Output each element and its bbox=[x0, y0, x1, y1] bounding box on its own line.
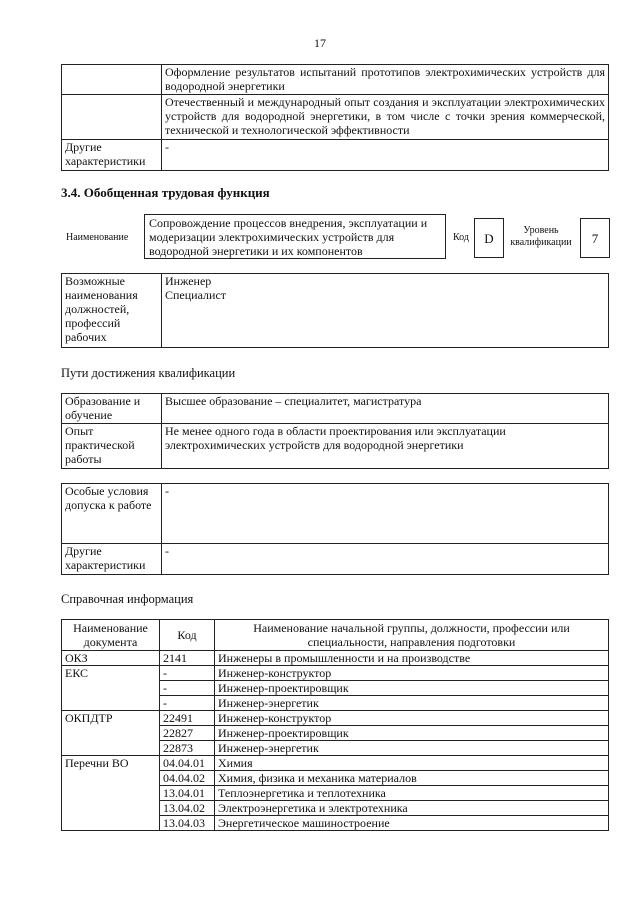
ref-name: Инженер-энергетик bbox=[215, 741, 609, 756]
ref-code: - bbox=[160, 666, 215, 681]
positions-values bbox=[162, 274, 609, 348]
position-item: Инженер bbox=[165, 274, 212, 288]
ref-doc: Перечни ВО bbox=[62, 756, 160, 831]
reference-table bbox=[61, 619, 609, 831]
function-name-box bbox=[144, 214, 446, 259]
ref-name: Инженер-проектировщик bbox=[215, 726, 609, 741]
ref-doc: ЕКС bbox=[62, 666, 160, 711]
ref-code: - bbox=[160, 681, 215, 696]
ref-code: - bbox=[160, 696, 215, 711]
paths-label: Опыт практической работы bbox=[62, 424, 162, 469]
page-number: 17 bbox=[314, 36, 326, 50]
conditions-table bbox=[61, 483, 609, 575]
top-row-label: Другие характеристики bbox=[62, 140, 162, 171]
ref-name: Инженер-конструктор bbox=[215, 711, 609, 726]
paths-text: Высшее образование – специалитет, магистратура bbox=[162, 394, 609, 424]
ref-code: 22827 bbox=[160, 726, 215, 741]
level-value: 7 bbox=[591, 231, 599, 246]
position-item: Специалист bbox=[165, 288, 227, 302]
top-row-text: Отечественный и международный опыт создания и эксплуатации электрохимических устройств для водородной энергетики, в том числе с точки зрения коммерческой, технической и технологической эффективности bbox=[162, 95, 609, 140]
ref-doc: ОКЗ bbox=[62, 651, 160, 666]
reference-title: Справочная информация bbox=[61, 592, 194, 606]
top-table bbox=[61, 64, 609, 171]
ref-code: 04.04.02 bbox=[160, 771, 215, 786]
conditions-label: Другие характеристики bbox=[62, 544, 162, 575]
conditions-label: Особые условия допуска к работе bbox=[62, 484, 162, 544]
ref-name: Энергетическое машиностроение bbox=[215, 816, 609, 831]
ref-name: Инженер-проектировщик bbox=[215, 681, 609, 696]
ref-header-name: Наименование начальной группы, должности, профессии или специальности, направления подготовки bbox=[215, 620, 609, 651]
code-box bbox=[474, 218, 504, 258]
ref-code: 13.04.02 bbox=[160, 801, 215, 816]
ref-header-doc: Наименование документа bbox=[62, 620, 160, 651]
name-label: Наименование bbox=[66, 232, 129, 243]
code-value: D bbox=[484, 231, 494, 246]
paths-table bbox=[61, 393, 609, 469]
positions-label: Возможные наименования должностей, профессий рабочих bbox=[62, 274, 162, 348]
ref-code: 22873 bbox=[160, 741, 215, 756]
ref-code: 22491 bbox=[160, 711, 215, 726]
ref-doc: ОКПДТР bbox=[62, 711, 160, 756]
ref-code: 13.04.03 bbox=[160, 816, 215, 831]
ref-code: 13.04.01 bbox=[160, 786, 215, 801]
top-row-text: Оформление результатов испытаний прототипов электрохимических устройств для водородной энергетики bbox=[162, 65, 609, 95]
positions-table bbox=[61, 273, 609, 348]
ref-code: 2141 bbox=[160, 651, 215, 666]
conditions-text: - bbox=[162, 544, 609, 575]
level-box bbox=[580, 218, 610, 258]
level-label: Уровень квалификации bbox=[510, 225, 572, 248]
top-row-label bbox=[62, 95, 162, 140]
conditions-text: - bbox=[162, 484, 609, 544]
ref-name: Инженер-энергетик bbox=[215, 696, 609, 711]
paths-label: Образование и обучение bbox=[62, 394, 162, 424]
ref-name: Инженер-конструктор bbox=[215, 666, 609, 681]
paths-title: Пути достижения квалификации bbox=[61, 366, 236, 380]
ref-name: Теплоэнергетика и теплотехника bbox=[215, 786, 609, 801]
ref-name: Химия, физика и механика материалов bbox=[215, 771, 609, 786]
top-row-label bbox=[62, 65, 162, 95]
code-label: Код bbox=[453, 232, 469, 243]
paths-text: Не менее одного года в области проектирования или эксплуатации электрохимических устройств для водородной энергетики bbox=[162, 424, 609, 469]
ref-name: Инженеры в промышленности и на производстве bbox=[215, 651, 609, 666]
ref-name: Химия bbox=[215, 756, 609, 771]
section-title: 3.4. Обобщенная трудовая функция bbox=[61, 185, 270, 200]
ref-name: Электроэнергетика и электротехника bbox=[215, 801, 609, 816]
ref-code: 04.04.01 bbox=[160, 756, 215, 771]
ref-header-code: Код bbox=[160, 620, 215, 651]
top-row-text: - bbox=[162, 140, 609, 171]
function-name: Сопровождение процессов внедрения, эксплуатации и модеризации электрохимических устройств для водородной энергетики и их компонентов bbox=[149, 216, 428, 258]
